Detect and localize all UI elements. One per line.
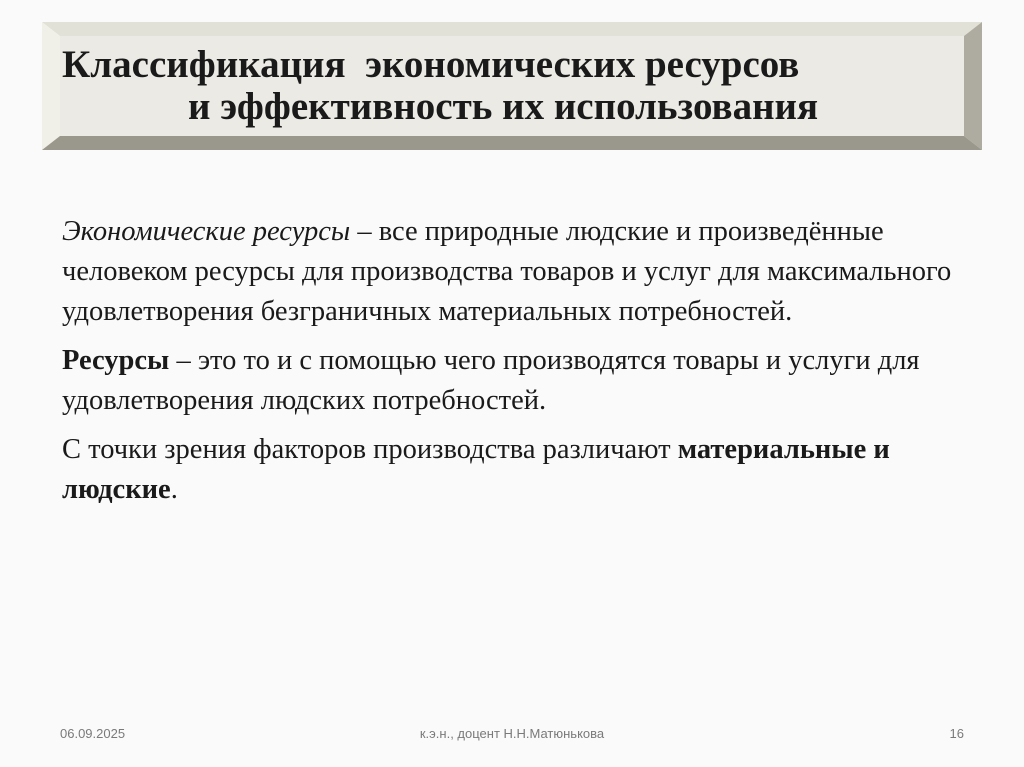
footer-date: 06.09.2025: [60, 726, 126, 741]
factors-emphasis: материальные и людские: [62, 434, 890, 505]
factors-lead-text: С точки зрения факторов производства различают: [62, 434, 678, 465]
definition-economic-resources-text: – все природные людские и произведённые человеком ресурсы для производства товаров и услуг для максимального удовлетворения безграничных материальных потребностей.: [62, 216, 952, 327]
footer-page-number: 16: [949, 726, 964, 741]
factors-of-production-note: [62, 430, 972, 510]
footer-author: к.э.н., доцент Н.Н.Матюнькова: [419, 726, 605, 741]
factors-tail: .: [170, 474, 178, 505]
definition-economic-resources: [62, 212, 972, 332]
title-banner: [42, 22, 982, 150]
definition-resources-text: – это то и с помощью чего производятся товары и услуги для удовлетворения людских потребностей.: [62, 345, 920, 416]
slide-title: [62, 44, 942, 128]
slide-title-line-2: и эффективность их использования: [188, 85, 819, 128]
term-resources: Ресурсы: [62, 345, 170, 376]
slide-body: [62, 212, 972, 519]
slide-title-line-1: Классификация экономических ресурсов: [62, 43, 800, 86]
definition-resources: [62, 341, 972, 421]
term-economic-resources: Экономические ресурсы: [62, 216, 351, 247]
